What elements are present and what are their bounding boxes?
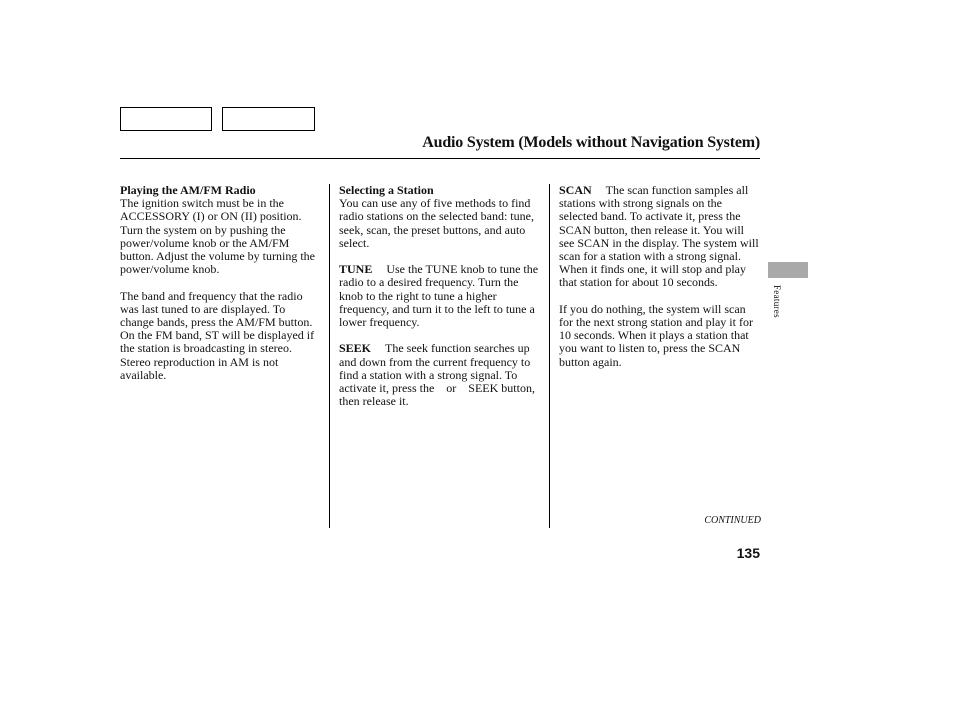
- paragraph-methods: You can use any of five methods to find radio stations on the selected band: tune, seek, scan, the preset buttons, and auto select.: [339, 196, 534, 250]
- paragraph-ignition: The ignition switch must be in the ACCESSORY (I) or ON (II) position. Turn the system on by pushing the power/volume knob or the AM/FM button. Adjust the volume by turning the power/volume knob.: [120, 196, 315, 277]
- paragraph-band-frequency: The band and frequency that the radio was last tuned to are displayed. To change bands, press the AM/FM button. On the FM band, ST will be displayed if the station is broadcasting in stereo. Stereo reproduction in AM is not available.: [120, 288, 315, 382]
- section-heading-playing-radio: Playing the AM/FM Radio: [120, 183, 256, 197]
- column-selecting-station: [339, 184, 545, 422]
- section-side-label: Features: [772, 285, 782, 318]
- nav-box-1[interactable]: [120, 107, 212, 131]
- seek-text-or: or: [446, 381, 457, 396]
- tune-label: TUNE: [339, 262, 373, 277]
- paragraph-scan-next: If you do nothing, the system will scan for the next strong station and play it for 10 seconds. When it plays a station that you want to listen to, press the SCAN button again.: [559, 301, 753, 369]
- continued-label: CONTINUED: [704, 515, 761, 526]
- page-title: Audio System (Models without Navigation System): [422, 134, 760, 151]
- tune-text: Use the TUNE knob to tune the radio to a desired frequency. Turn the knob to the right to tune a higher frequency, and turn it to the left to tune a lower frequency.: [339, 262, 539, 330]
- page-number: 135: [736, 545, 760, 561]
- seek-text-b: SEEK button, then release it.: [339, 381, 535, 409]
- scan-label: SCAN: [559, 183, 592, 197]
- section-heading-selecting-station: Selecting a Station: [339, 183, 434, 197]
- seek-label: SEEK: [339, 341, 372, 356]
- seek-text-a: The seek function searches up and down from the current frequency to find a station with a strong signal. To activate it, press the: [339, 341, 531, 396]
- paragraph-tune: [339, 263, 545, 329]
- column-divider-2: [549, 184, 550, 528]
- scan-text: The scan function samples all stations with strong signals on the selected band. To activate it, press the SCAN button, then release it. You will see SCAN in the display. The system will scan for a station with a strong signal. When it finds one, it will stop and play that station for about 10 seconds.: [559, 183, 759, 290]
- column-playing-radio: [120, 184, 322, 395]
- paragraph-scan: [559, 184, 761, 290]
- column-divider-1: [329, 184, 330, 528]
- paragraph-seek: [339, 342, 545, 408]
- header-divider: [120, 158, 760, 159]
- nav-box-2[interactable]: [222, 107, 315, 131]
- section-tab: [768, 262, 808, 278]
- column-scan: [559, 184, 761, 382]
